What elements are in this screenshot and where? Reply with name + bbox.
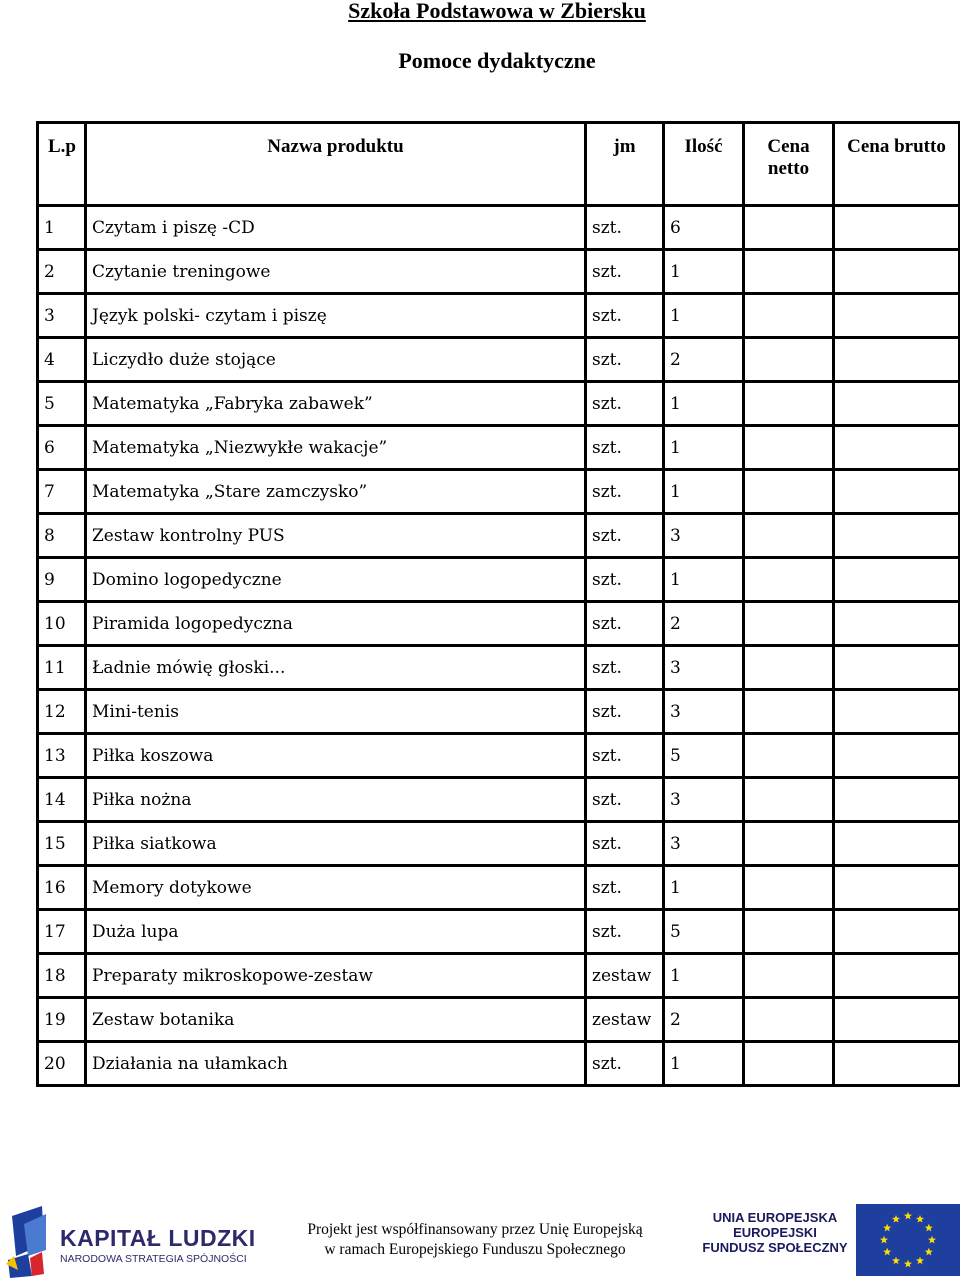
cell-net-price	[744, 294, 834, 338]
cell-unit: szt.	[586, 866, 664, 910]
table-row	[38, 822, 960, 866]
cell-lp: 2	[38, 250, 86, 294]
cell-product-name: Matematyka „Fabryka zabawek”	[86, 382, 586, 426]
table-row	[38, 294, 960, 338]
cell-net-price	[744, 910, 834, 954]
cell-product-name: Czytam i piszę -CD	[86, 206, 586, 250]
table-row	[38, 1042, 960, 1086]
cell-gross-price	[834, 998, 960, 1042]
cell-product-name: Preparaty mikroskopowe-zestaw	[86, 954, 586, 998]
header-lp: L.p	[38, 123, 86, 206]
cell-quantity: 2	[664, 998, 744, 1042]
cell-gross-price	[834, 294, 960, 338]
cell-product-name: Piłka nożna	[86, 778, 586, 822]
cell-quantity: 3	[664, 778, 744, 822]
cell-unit: szt.	[586, 250, 664, 294]
cell-unit: szt.	[586, 690, 664, 734]
header-gross-price: Cena brutto	[834, 123, 960, 206]
cell-quantity: 6	[664, 206, 744, 250]
eu-flag-icon	[856, 1204, 960, 1276]
cell-lp: 8	[38, 514, 86, 558]
cell-quantity: 1	[664, 250, 744, 294]
cell-gross-price	[834, 558, 960, 602]
cell-product-name: Liczydło duże stojące	[86, 338, 586, 382]
cell-net-price	[744, 426, 834, 470]
cell-net-price	[744, 734, 834, 778]
cell-product-name: Duża lupa	[86, 910, 586, 954]
cell-product-name: Czytanie treningowe	[86, 250, 586, 294]
cell-product-name: Piramida logopedyczna	[86, 602, 586, 646]
cell-lp: 16	[38, 866, 86, 910]
cell-net-price	[744, 602, 834, 646]
cell-lp: 6	[38, 426, 86, 470]
kl-logo-name: KAPITAŁ LUDZKI	[60, 1225, 256, 1251]
header-net-price: Cena netto	[744, 123, 834, 206]
cell-gross-price	[834, 206, 960, 250]
cell-net-price	[744, 1042, 834, 1086]
table-row	[38, 998, 960, 1042]
cell-lp: 10	[38, 602, 86, 646]
cell-gross-price	[834, 954, 960, 998]
cell-quantity: 1	[664, 866, 744, 910]
school-name: Szkoła Podstawowa w Zbiersku	[348, 0, 646, 23]
cell-lp: 14	[38, 778, 86, 822]
cofinancing-line2: w ramach Europejskiego Funduszu Społecznego	[324, 1241, 626, 1258]
cell-lp: 19	[38, 998, 86, 1042]
cell-product-name: Matematyka „Stare zamczysko”	[86, 470, 586, 514]
cell-gross-price	[834, 382, 960, 426]
cell-lp: 9	[38, 558, 86, 602]
cell-quantity: 3	[664, 514, 744, 558]
cell-quantity: 2	[664, 338, 744, 382]
products-table	[36, 121, 960, 1087]
cell-unit: szt.	[586, 294, 664, 338]
cell-unit: szt.	[586, 426, 664, 470]
table-row	[38, 250, 960, 294]
cell-lp: 11	[38, 646, 86, 690]
cell-net-price	[744, 206, 834, 250]
cell-net-price	[744, 338, 834, 382]
cell-unit: szt.	[586, 558, 664, 602]
cell-lp: 12	[38, 690, 86, 734]
table-row	[38, 778, 960, 822]
cell-unit: szt.	[586, 206, 664, 250]
table-row	[38, 690, 960, 734]
table-row	[38, 866, 960, 910]
table-row	[38, 954, 960, 998]
kapital-ludzki-text	[60, 1225, 256, 1265]
cell-unit: szt.	[586, 382, 664, 426]
cell-net-price	[744, 558, 834, 602]
table-row	[38, 734, 960, 778]
cell-lp: 13	[38, 734, 86, 778]
cell-gross-price	[834, 602, 960, 646]
cell-lp: 20	[38, 1042, 86, 1086]
eu-fund-text	[700, 1210, 850, 1255]
table-row	[38, 206, 960, 250]
cell-gross-price	[834, 822, 960, 866]
cell-gross-price	[834, 514, 960, 558]
cofinancing-line1: Projekt jest współfinansowany przez Unię Europejską	[307, 1221, 643, 1238]
cell-gross-price	[834, 734, 960, 778]
table-row	[38, 382, 960, 426]
cell-net-price	[744, 646, 834, 690]
cell-net-price	[744, 382, 834, 426]
cell-gross-price	[834, 646, 960, 690]
cell-unit: zestaw	[586, 998, 664, 1042]
cell-product-name: Mini-tenis	[86, 690, 586, 734]
header-jm: jm	[586, 123, 664, 206]
cell-unit: szt.	[586, 338, 664, 382]
cell-quantity: 1	[664, 954, 744, 998]
cell-unit: szt.	[586, 910, 664, 954]
cell-product-name: Język polski- czytam i piszę	[86, 294, 586, 338]
cell-lp: 18	[38, 954, 86, 998]
cell-quantity: 3	[664, 646, 744, 690]
cell-quantity: 1	[664, 382, 744, 426]
cell-quantity: 3	[664, 822, 744, 866]
cell-lp: 4	[38, 338, 86, 382]
cell-lp: 17	[38, 910, 86, 954]
eu-line2: EUROPEJSKI	[733, 1225, 817, 1240]
cell-unit: szt.	[586, 1042, 664, 1086]
cell-lp: 7	[38, 470, 86, 514]
cell-net-price	[744, 866, 834, 910]
cell-net-price	[744, 778, 834, 822]
cell-gross-price	[834, 470, 960, 514]
cell-product-name: Memory dotykowe	[86, 866, 586, 910]
cell-quantity: 2	[664, 602, 744, 646]
cell-unit: szt.	[586, 822, 664, 866]
cell-product-name: Piłka siatkowa	[86, 822, 586, 866]
table-row	[38, 646, 960, 690]
page-title: Pomoce dydaktyczne	[398, 48, 596, 73]
cell-unit: szt.	[586, 778, 664, 822]
cell-unit: szt.	[586, 514, 664, 558]
eu-line3: FUNDUSZ SPOŁECZNY	[702, 1240, 848, 1255]
cell-unit: szt.	[586, 734, 664, 778]
cell-net-price	[744, 690, 834, 734]
cell-gross-price	[834, 690, 960, 734]
table-row	[38, 470, 960, 514]
cell-quantity: 5	[664, 910, 744, 954]
table-row	[38, 602, 960, 646]
cell-quantity: 5	[664, 734, 744, 778]
header-name: Nazwa produktu	[86, 123, 586, 206]
cell-quantity: 1	[664, 294, 744, 338]
cell-net-price	[744, 998, 834, 1042]
cell-gross-price	[834, 866, 960, 910]
cell-unit: szt.	[586, 646, 664, 690]
cell-product-name: Domino logopedyczne	[86, 558, 586, 602]
cell-net-price	[744, 250, 834, 294]
cell-gross-price	[834, 250, 960, 294]
cell-quantity: 3	[664, 690, 744, 734]
cell-unit: szt.	[586, 470, 664, 514]
cell-gross-price	[834, 338, 960, 382]
cell-lp: 3	[38, 294, 86, 338]
cell-gross-price	[834, 910, 960, 954]
cell-product-name: Piłka koszowa	[86, 734, 586, 778]
cell-product-name: Działania na ułamkach	[86, 1042, 586, 1086]
cell-gross-price	[834, 1042, 960, 1086]
table-header-row	[38, 123, 960, 206]
cell-net-price	[744, 514, 834, 558]
table-row	[38, 426, 960, 470]
table-row	[38, 514, 960, 558]
eu-line1: UNIA EUROPEJSKA	[712, 1210, 838, 1225]
cell-quantity: 1	[664, 558, 744, 602]
cell-product-name: Zestaw kontrolny PUS	[86, 514, 586, 558]
cell-gross-price	[834, 778, 960, 822]
table-row	[38, 558, 960, 602]
cell-gross-price	[834, 426, 960, 470]
cell-quantity: 1	[664, 470, 744, 514]
cell-quantity: 1	[664, 1042, 744, 1086]
kl-logo-sub: NARODOWA STRATEGIA SPÓJNOŚCI	[60, 1253, 247, 1265]
cell-lp: 5	[38, 382, 86, 426]
table-row	[38, 338, 960, 382]
header-qty: Ilość	[664, 123, 744, 206]
table-row	[38, 910, 960, 954]
cofinancing-note	[256, 1220, 694, 1260]
cell-product-name: Matematyka „Niezwykłe wakacje”	[86, 426, 586, 470]
cell-net-price	[744, 470, 834, 514]
cell-lp: 15	[38, 822, 86, 866]
cell-lp: 1	[38, 206, 86, 250]
cell-product-name: Ładnie mówię głoski...	[86, 646, 586, 690]
cell-product-name: Zestaw botanika	[86, 998, 586, 1042]
cell-unit: zestaw	[586, 954, 664, 998]
cell-quantity: 1	[664, 426, 744, 470]
cell-net-price	[744, 954, 834, 998]
cell-unit: szt.	[586, 602, 664, 646]
cell-net-price	[744, 822, 834, 866]
